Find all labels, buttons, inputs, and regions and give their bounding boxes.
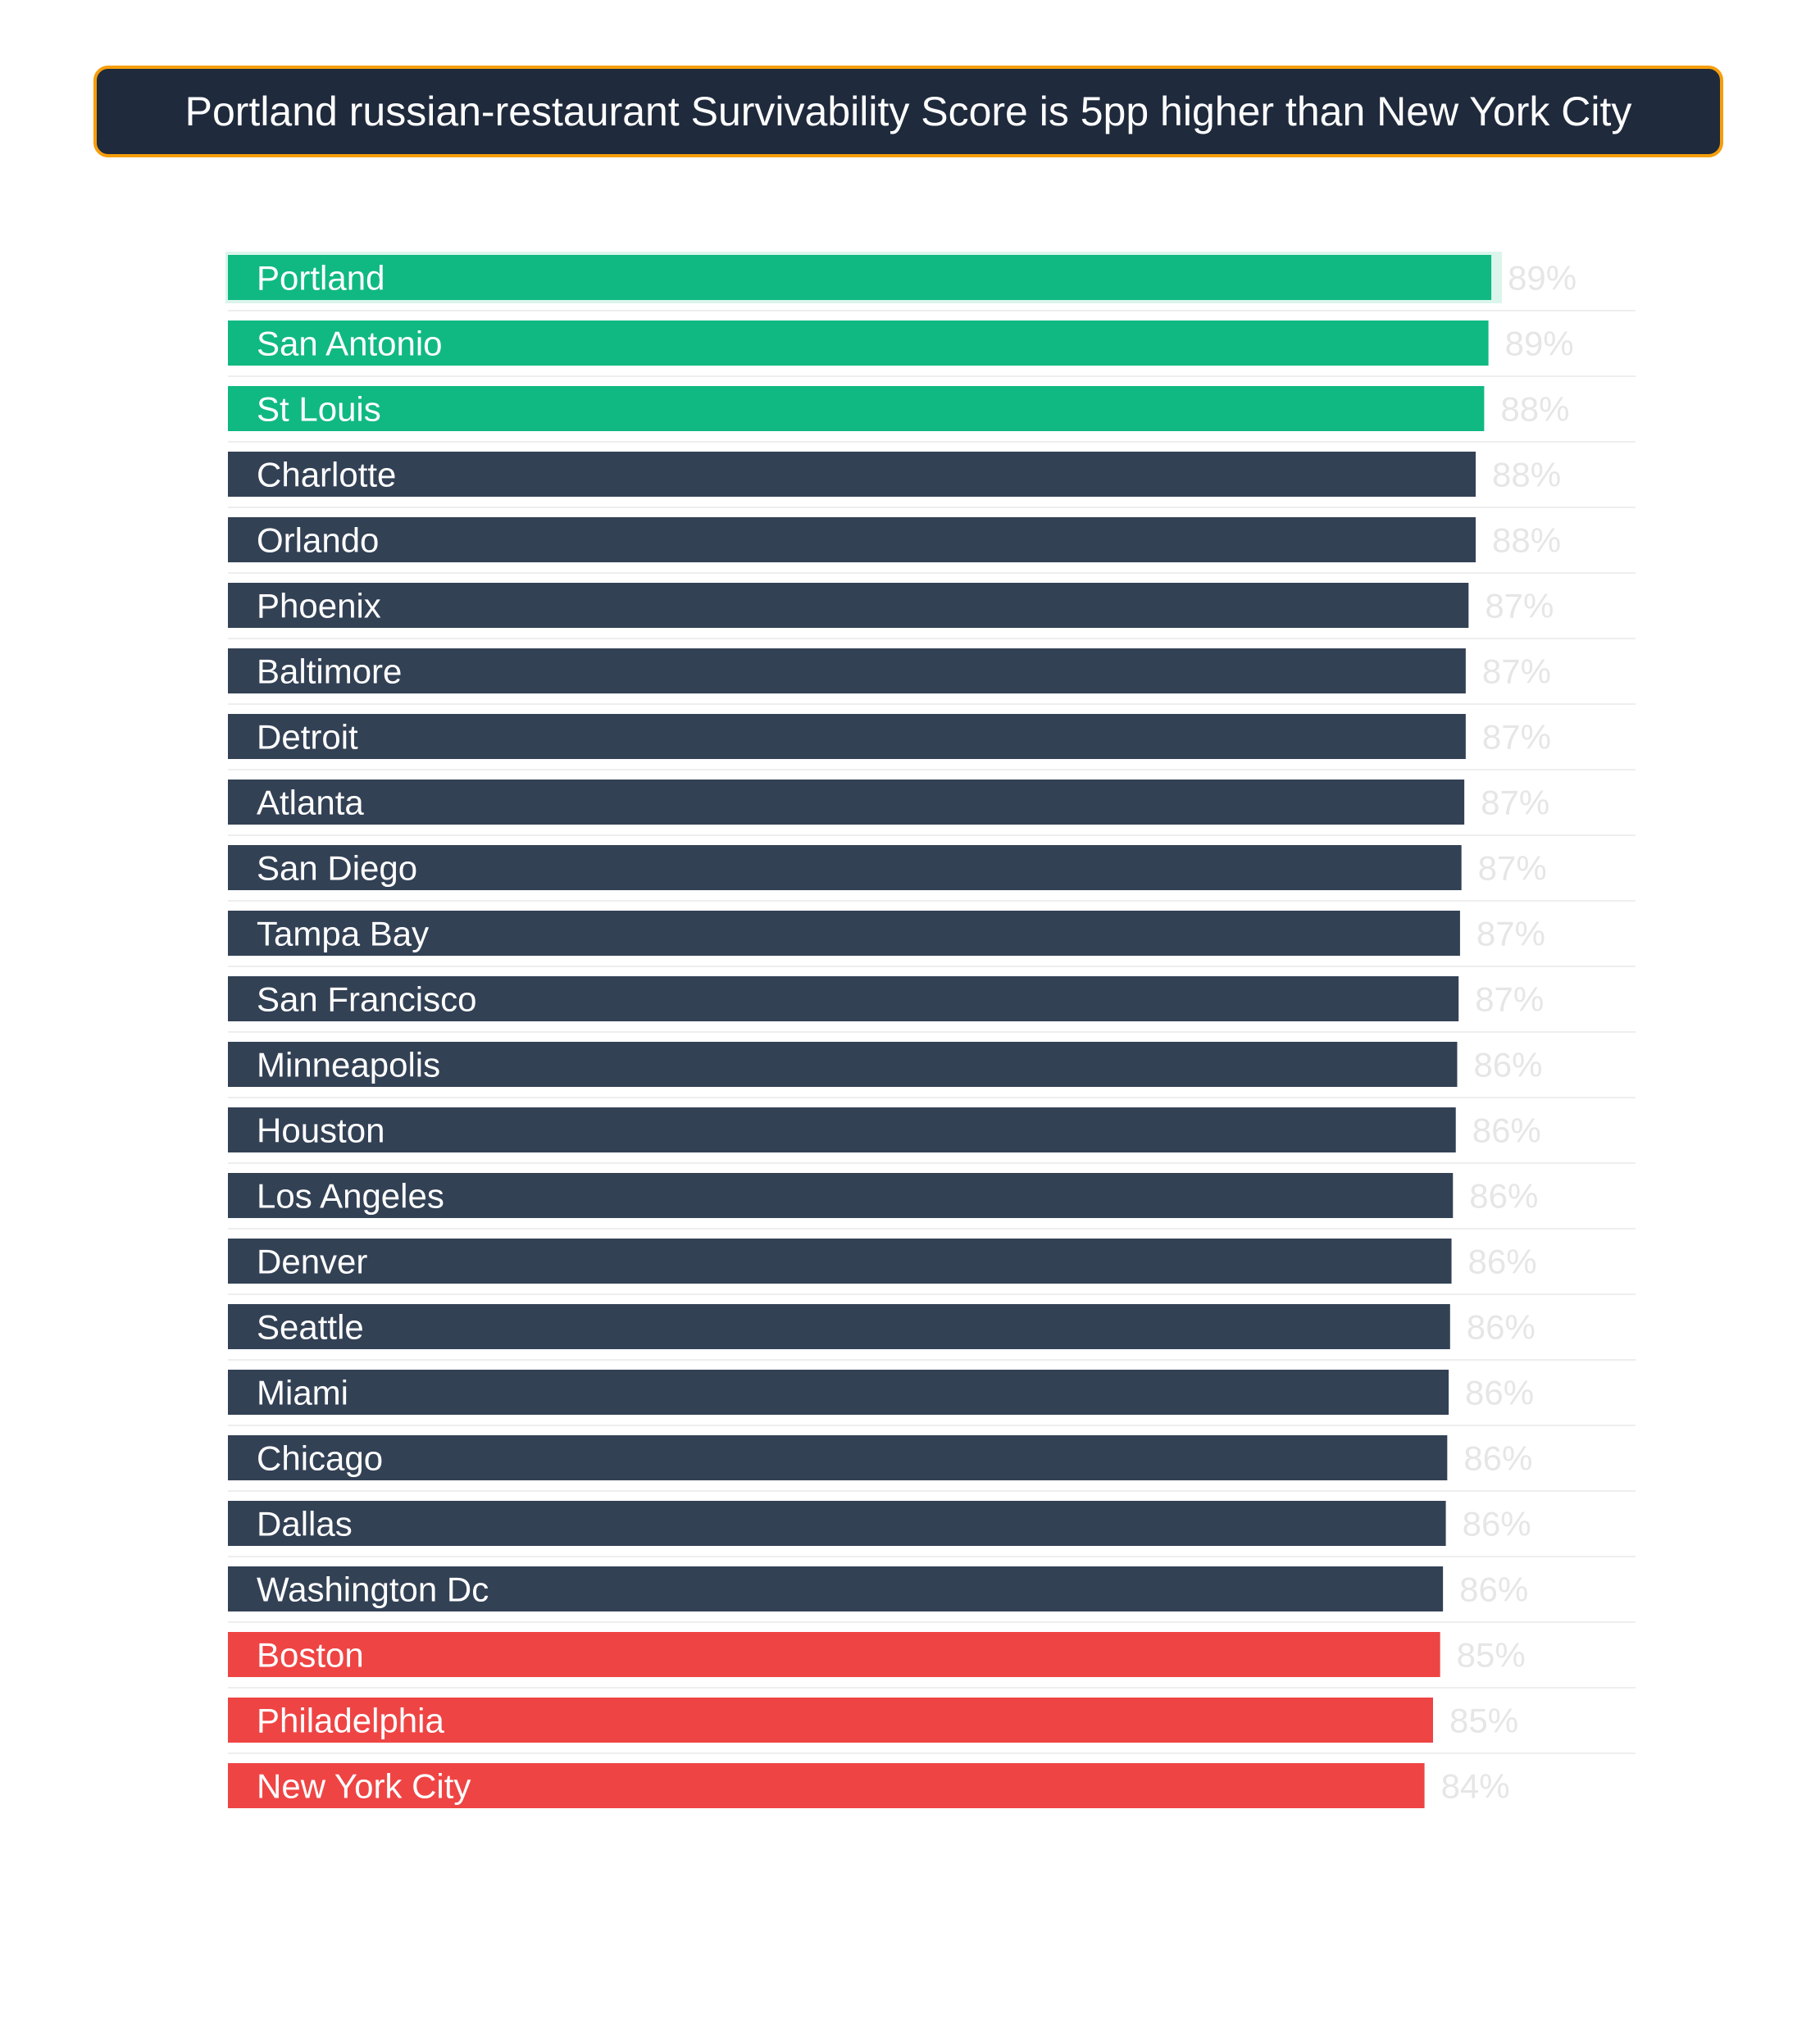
bar-row <box>228 1425 1636 1480</box>
bar-row <box>228 901 1636 956</box>
bar <box>228 1501 1446 1546</box>
bar-value-label: 87% <box>1481 717 1551 757</box>
bar-row <box>228 1491 1636 1546</box>
bar <box>228 517 1476 562</box>
bar-row <box>228 639 1636 693</box>
bar-value-label: 86% <box>1467 1242 1537 1281</box>
bar-value-label: 87% <box>1481 652 1551 691</box>
bar-category-label: San Antonio <box>257 324 443 363</box>
bar-value-label: 86% <box>1465 1373 1535 1412</box>
bar <box>228 452 1476 497</box>
bar <box>228 1370 1449 1415</box>
bar-category-label: Houston <box>257 1111 385 1150</box>
bar-value-label: 89% <box>1508 258 1577 298</box>
bar-value-label: 88% <box>1491 520 1562 560</box>
chart-title: Portland russian-restaurant Survivability Score is 5pp higher than New York City <box>184 89 1632 134</box>
bar-row <box>228 573 1636 628</box>
bar-row <box>228 1622 1636 1677</box>
bar-row <box>228 1229 1636 1284</box>
bar-row <box>228 507 1636 562</box>
bar-category-label: Orlando <box>257 520 380 560</box>
bar <box>228 780 1464 825</box>
bar-category-label: New York City <box>257 1766 471 1806</box>
bar-value-label: 89% <box>1504 324 1574 363</box>
bar <box>228 1239 1452 1284</box>
bar-value-label: 88% <box>1500 389 1570 429</box>
bar <box>228 386 1484 431</box>
bar-category-label: Phoenix <box>257 586 381 625</box>
bar-category-label: Philadelphia <box>257 1701 444 1740</box>
bar-row <box>228 1360 1636 1415</box>
bar <box>228 1304 1450 1349</box>
bar <box>228 1632 1440 1677</box>
bar-category-label: San Diego <box>257 848 418 888</box>
bar-value-label: 86% <box>1462 1504 1531 1543</box>
bar-value-label: 87% <box>1485 586 1554 625</box>
bar-value-label: 86% <box>1466 1307 1536 1347</box>
bar-category-label: St Louis <box>257 389 381 429</box>
bar <box>228 583 1468 628</box>
bar-category-label: Washington Dc <box>257 1570 489 1609</box>
bar-category-label: Dallas <box>257 1504 353 1543</box>
bar-row <box>228 442 1636 497</box>
bar-value-label: 86% <box>1473 1045 1543 1084</box>
bar-row <box>228 1032 1636 1087</box>
bar-row <box>228 1557 1636 1611</box>
bar-value-label: 87% <box>1475 980 1545 1019</box>
bar-category-label: Los Angeles <box>257 1176 444 1216</box>
bar-category-label: Portland <box>257 258 385 298</box>
bar-category-label: Chicago <box>257 1439 384 1478</box>
bar-row <box>228 376 1636 431</box>
bar-row <box>228 704 1636 759</box>
bar-value-label: 84% <box>1440 1766 1510 1806</box>
bar <box>228 1435 1447 1480</box>
bar-row <box>228 1688 1636 1743</box>
bar-row <box>228 1163 1636 1218</box>
bar-row <box>228 1753 1636 1808</box>
bar-category-label: San Francisco <box>257 980 477 1019</box>
bar-value-label: 86% <box>1472 1111 1541 1150</box>
bar-value-label: 86% <box>1459 1570 1529 1609</box>
bar-row <box>228 1098 1636 1152</box>
bar-value-label: 87% <box>1481 783 1550 822</box>
bar-category-label: Minneapolis <box>257 1045 441 1084</box>
bar-value-label: 88% <box>1491 455 1562 494</box>
bar <box>228 648 1466 693</box>
bar-value-label: 87% <box>1476 914 1545 953</box>
bar-category-label: Denver <box>257 1242 368 1281</box>
bar-category-label: Miami <box>257 1373 348 1412</box>
bar-category-label: Tampa Bay <box>257 914 430 953</box>
bar-value-label: 85% <box>1456 1635 1526 1675</box>
bar-category-label: Boston <box>257 1635 364 1675</box>
bar-category-label: Atlanta <box>257 783 364 822</box>
bar-row <box>228 1294 1636 1349</box>
bar-row <box>228 835 1636 890</box>
bar-value-label: 86% <box>1463 1439 1533 1478</box>
bar <box>228 714 1466 759</box>
bar-row <box>228 966 1636 1021</box>
bar-row <box>228 311 1636 366</box>
bar <box>228 255 1491 300</box>
bar-row <box>225 252 1577 303</box>
bar-row <box>228 770 1636 825</box>
bar-category-label: Charlotte <box>257 455 397 494</box>
bar-category-label: Baltimore <box>257 652 403 691</box>
bar-value-label: 86% <box>1469 1176 1539 1216</box>
bar-value-label: 87% <box>1477 848 1547 888</box>
bar-category-label: Seattle <box>257 1307 364 1347</box>
bar <box>228 1107 1456 1152</box>
bar-value-label: 85% <box>1449 1701 1519 1740</box>
bar-category-label: Detroit <box>257 717 358 757</box>
